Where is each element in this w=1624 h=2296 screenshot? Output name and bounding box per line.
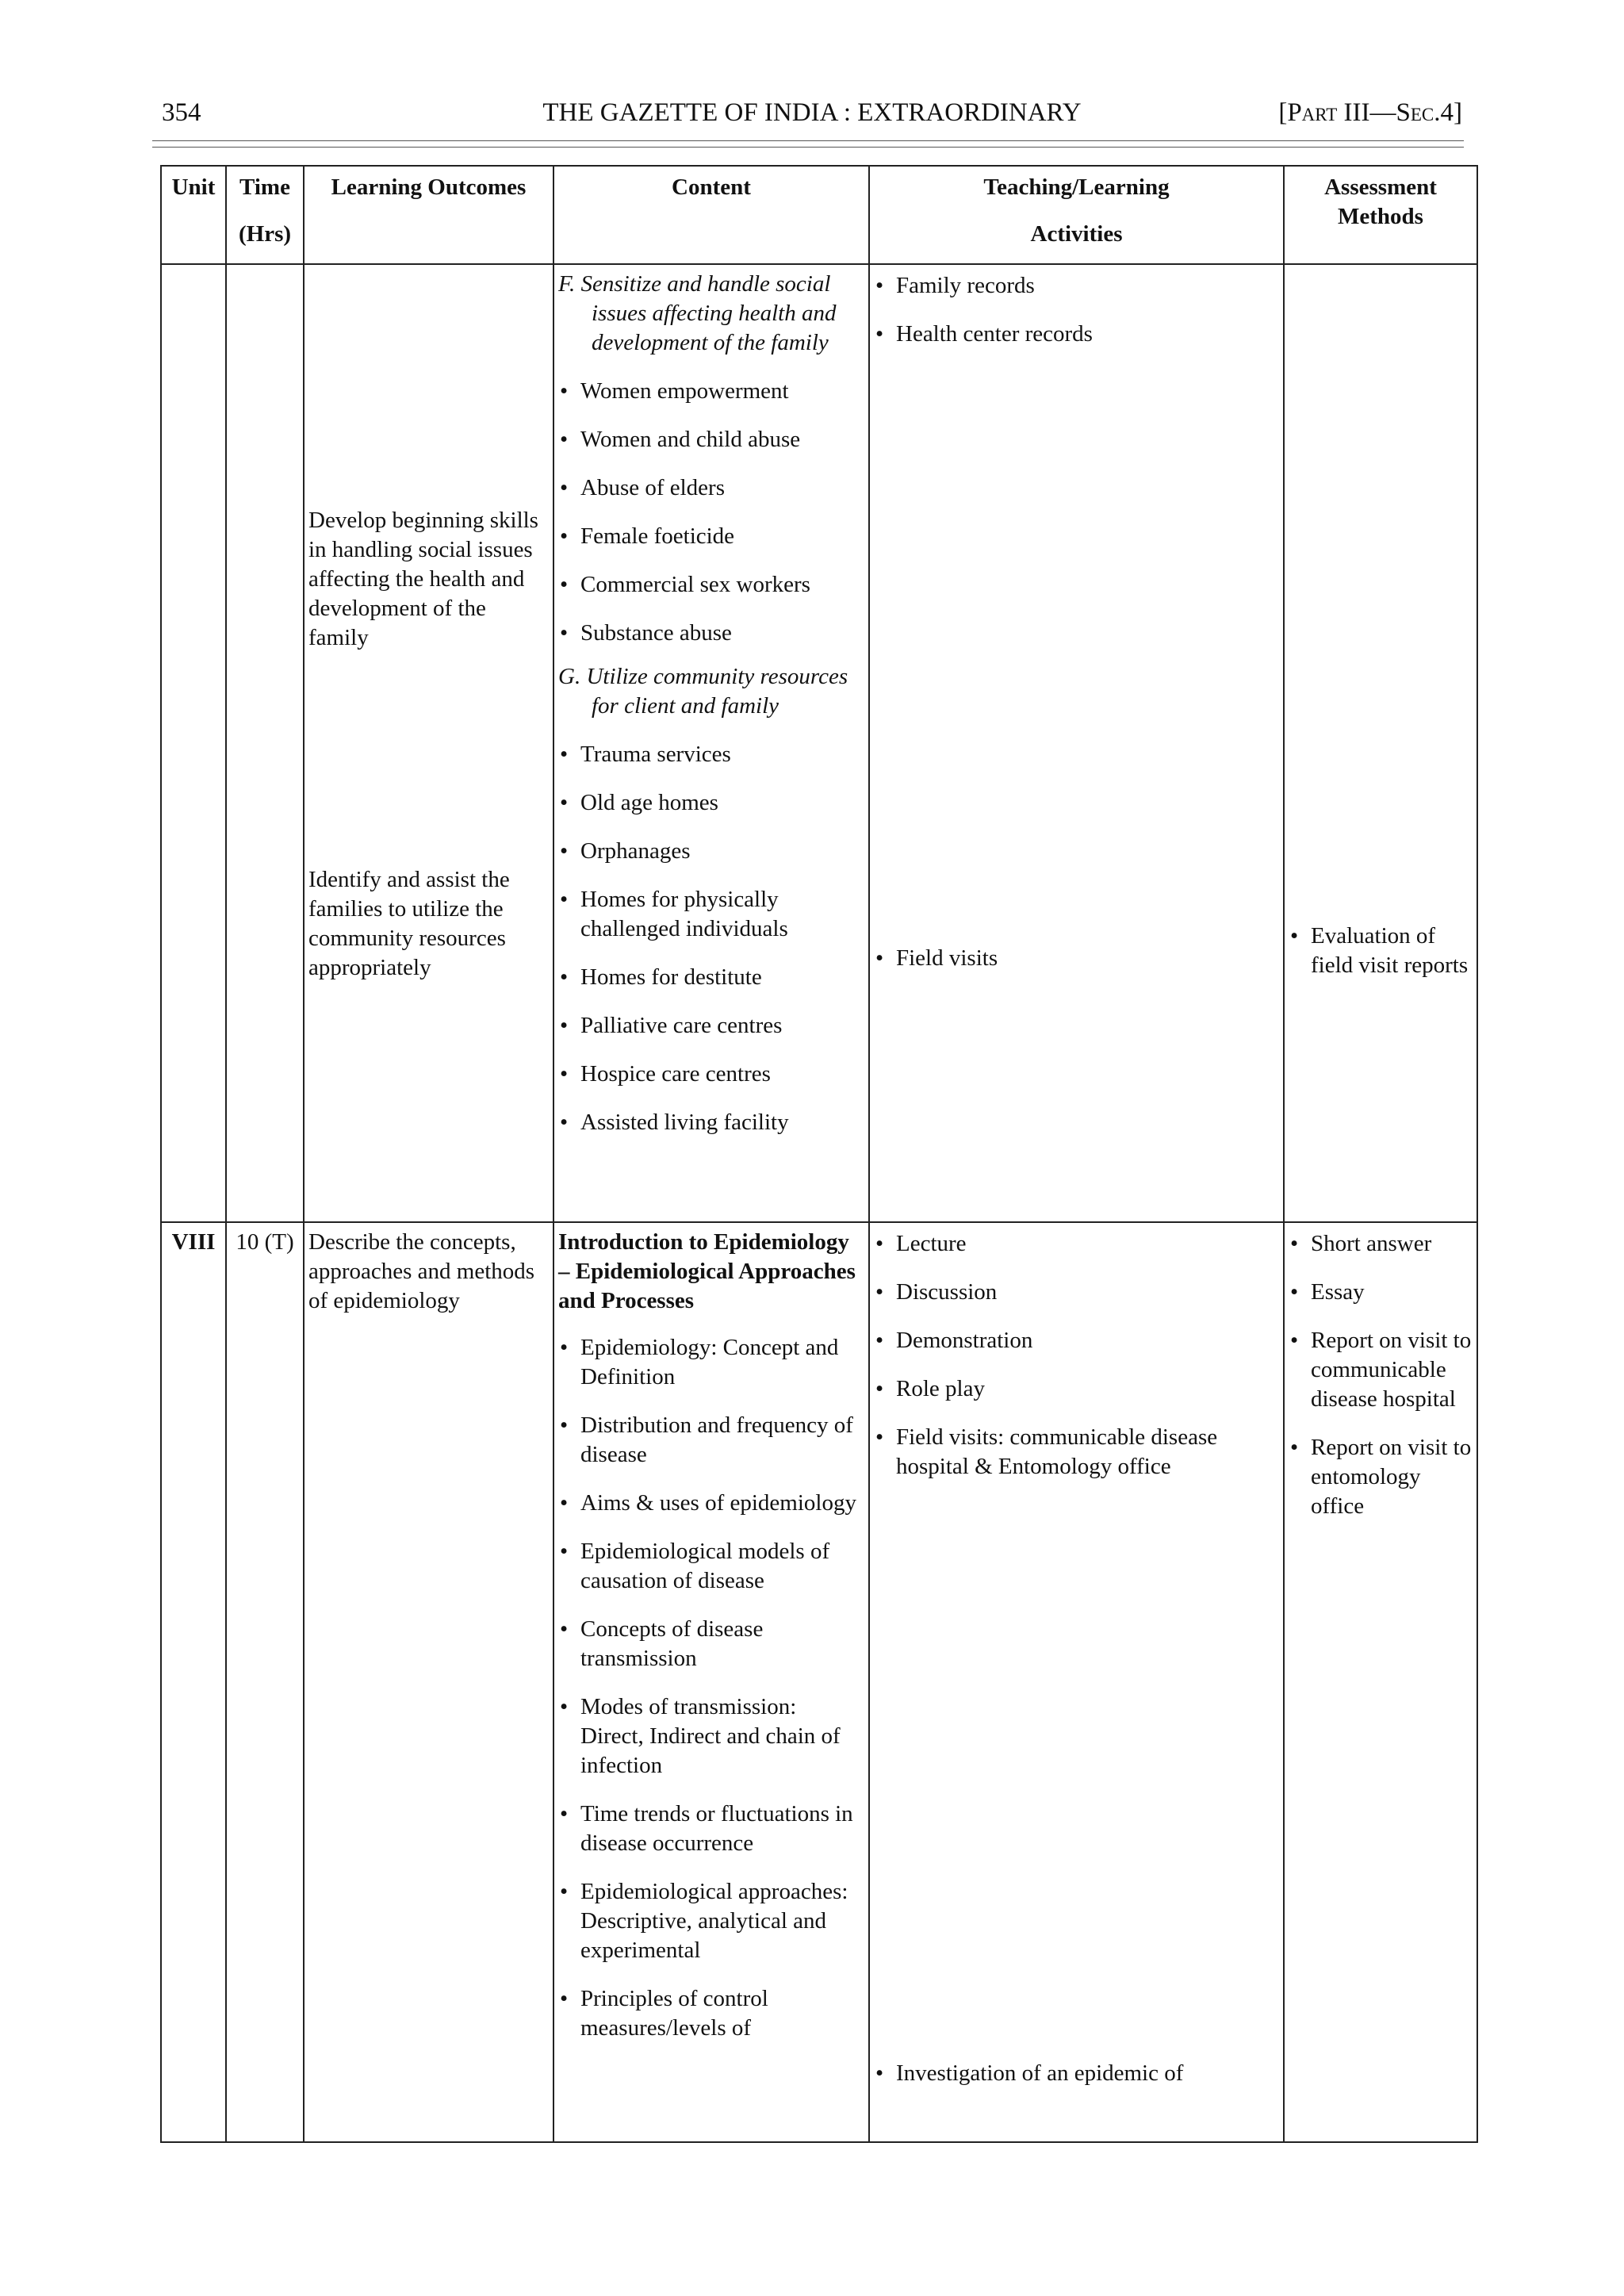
list-item: • Homes for physically challenged individuals	[558, 885, 864, 944]
list-item: • Family records	[874, 271, 1279, 301]
list-item: • Substance abuse	[558, 619, 864, 648]
list-item: • Report on visit to communicable disease hospital	[1289, 1326, 1473, 1414]
list-item: • Field visits	[874, 944, 1279, 973]
list-item: • Essay	[1289, 1278, 1473, 1307]
list-item: • Discussion	[874, 1278, 1279, 1307]
outcomes-cell	[304, 264, 553, 1222]
content-cell	[553, 264, 869, 1222]
page-header	[162, 98, 1462, 138]
content-cell	[553, 1222, 869, 2142]
table-row	[161, 264, 1477, 1222]
list-item: • Women and child abuse	[558, 425, 864, 454]
gazette-title: THE GAZETTE OF INDIA : EXTRAORDINARY	[542, 98, 1082, 127]
list-item: • Commercial sex workers	[558, 570, 864, 600]
list-item: • Health center records	[874, 320, 1279, 349]
list-item: • Evaluation of field visit reports	[1289, 922, 1473, 980]
unit-cell	[161, 264, 226, 1222]
list-item: • Hospice care centres	[558, 1060, 864, 1089]
list-item: • Investigation of an epidemic of	[874, 2059, 1279, 2088]
list-item: • Abuse of elders	[558, 473, 864, 503]
learning-outcome: Identify and assist the families to utilize the community resources appropriately	[308, 867, 510, 980]
list-item: • Female foeticide	[558, 522, 864, 551]
assessment-cell	[1284, 1222, 1477, 2142]
list-item: • Old age homes	[558, 788, 864, 818]
activities-cell	[869, 1222, 1284, 2142]
col-header-learning-outcomes: Learning Outcomes	[304, 166, 553, 264]
header-rule-bottom	[152, 147, 1464, 148]
time-cell: 10 (T)	[226, 1222, 304, 2142]
list-item: • Assisted living facility	[558, 1108, 864, 1137]
list-item: • Short answer	[1289, 1229, 1473, 1259]
list-item: • Role play	[874, 1374, 1279, 1404]
part-section: [Part III—Sec.4]	[1278, 98, 1462, 127]
learning-outcome: Develop beginning skills in handling social issues affecting the health and development of the family	[308, 508, 538, 650]
list-item: • Modes of transmission: Direct, Indirect and chain of infection	[558, 1692, 864, 1780]
assessment-cell	[1284, 264, 1477, 1222]
list-item: • Orphanages	[558, 837, 864, 866]
content-heading: G. Utilize community resources for client and family	[558, 664, 848, 719]
list-item: • Aims & uses of epidemiology	[558, 1489, 864, 1518]
page-number: 354	[162, 98, 201, 127]
time-cell	[226, 264, 304, 1222]
outcomes-cell	[304, 1222, 553, 2142]
col-header-unit: Unit	[161, 166, 226, 264]
list-item: • Women empowerment	[558, 377, 864, 406]
col-header-assessment: Assessment Methods	[1284, 166, 1477, 264]
curriculum-table	[160, 165, 1478, 2143]
list-item: • Homes for destitute	[558, 963, 864, 992]
list-item: • Concepts of disease transmission	[558, 1615, 864, 1673]
col-header-content: Content	[553, 166, 869, 264]
list-item: • Report on visit to entomology office	[1289, 1433, 1473, 1521]
col-header-activities: Teaching/Learning Activities	[869, 166, 1284, 264]
col-header-time: Time (Hrs)	[226, 166, 304, 264]
list-item: • Principles of control measures/levels of	[558, 1984, 864, 2043]
activities-cell	[869, 264, 1284, 1222]
list-item: • Trauma services	[558, 740, 864, 769]
list-item: • Epidemiological models of causation of disease	[558, 1537, 864, 1596]
list-item: • Lecture	[874, 1229, 1279, 1259]
list-item: • Time trends or fluctuations in disease occurrence	[558, 1800, 864, 1858]
list-item: • Demonstration	[874, 1326, 1279, 1355]
list-item: • Epidemiology: Concept and Definition	[558, 1333, 864, 1392]
learning-outcome: Describe the concepts, approaches and methods of epidemiology	[308, 1229, 535, 1313]
list-item: • Epidemiological approaches: Descriptive, analytical and experimental	[558, 1877, 864, 1965]
header-rule-top	[152, 140, 1464, 141]
list-item: • Palliative care centres	[558, 1011, 864, 1041]
unit-cell: VIII	[161, 1222, 226, 2142]
content-heading: F. Sensitize and handle social issues affecting health and development of the family	[558, 271, 837, 355]
list-item: • Field visits: communicable disease hospital & Entomology office	[874, 1423, 1279, 1481]
content-heading: Introduction to Epidemiology – Epidemiological Approaches and Processes	[558, 1229, 856, 1313]
table-row	[161, 1222, 1477, 2142]
list-item: • Distribution and frequency of disease	[558, 1411, 864, 1470]
table-header-row	[161, 166, 1477, 264]
